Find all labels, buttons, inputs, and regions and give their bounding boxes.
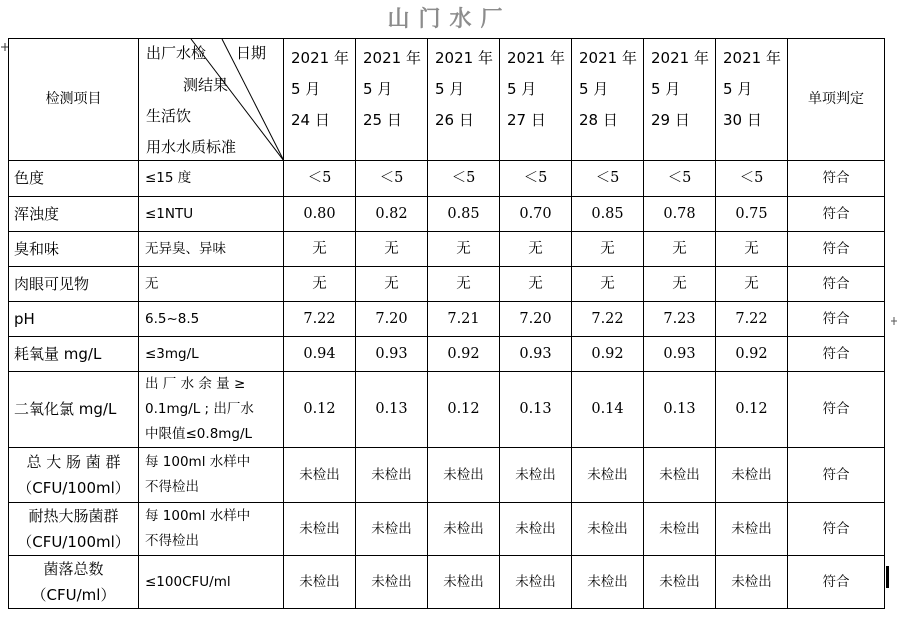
value-cell: 未检出 [716, 556, 788, 609]
verdict-cell: 符合 [788, 503, 885, 556]
value-cell: 未检出 [572, 448, 644, 503]
table-resize-handle-icon[interactable] [890, 315, 898, 327]
text-cursor-bar [886, 566, 889, 588]
row-standard-line: 每 100ml 水样中 [145, 508, 251, 524]
row-item-line: 耐热大肠菌群 [28, 507, 119, 525]
value-cell: 未检出 [356, 448, 428, 503]
table-row [9, 337, 885, 372]
value-cell: 未检出 [428, 448, 500, 503]
row-standard-line: 中限值≤0.8mg/L [145, 426, 253, 442]
value-cell: ＜5 [644, 161, 716, 197]
value-cell: 0.12 [284, 372, 356, 448]
value-cell: 未检出 [644, 556, 716, 609]
value-cell: 无 [716, 232, 788, 267]
row-item-cell: 耗氧量 mg/L [9, 337, 139, 372]
value-cell: 0.14 [572, 372, 644, 448]
row-standard-cell [139, 503, 284, 556]
table-row [9, 232, 885, 267]
row-item-line: （CFU/ml） [31, 586, 116, 604]
value-cell: 未检出 [356, 556, 428, 609]
row-standard-cell: ≤1NTU [139, 197, 284, 232]
header-diagonal-cell [139, 39, 284, 161]
row-standard-cell: ≤3mg/L [139, 337, 284, 372]
value-cell: 0.82 [356, 197, 428, 232]
value-cell: 0.93 [356, 337, 428, 372]
value-cell: 7.22 [572, 302, 644, 337]
row-standard-cell: 6.5~8.5 [139, 302, 284, 337]
value-cell: 无 [572, 267, 644, 302]
value-cell: 0.13 [644, 372, 716, 448]
row-standard-cell: 无异臭、异味 [139, 232, 284, 267]
value-cell: 0.80 [284, 197, 356, 232]
value-cell: 无 [428, 267, 500, 302]
value-cell: 无 [284, 232, 356, 267]
value-cell: 0.13 [500, 372, 572, 448]
row-standard-line: 不得检出 [145, 533, 199, 549]
value-cell: 0.93 [500, 337, 572, 372]
value-cell: 0.85 [572, 197, 644, 232]
row-standard-cell: ≤15 度 [139, 161, 284, 197]
diag-label-b: 测结果 [183, 76, 229, 94]
row-standard-line: 不得检出 [145, 479, 199, 495]
verdict-cell: 符合 [788, 267, 885, 302]
value-cell: 未检出 [500, 448, 572, 503]
table-row [9, 197, 885, 232]
diag-label-c: 生活饮 [146, 107, 192, 125]
value-cell: 0.70 [500, 197, 572, 232]
page-title: 山门水厂 [387, 7, 512, 32]
row-standard-cell [139, 448, 284, 503]
value-cell: 未检出 [284, 556, 356, 609]
date-cell-5: 2021 年 5 月 29 日 [644, 39, 716, 161]
header-row [9, 39, 885, 161]
value-cell: 7.22 [716, 302, 788, 337]
value-cell: 7.20 [356, 302, 428, 337]
value-cell: ＜5 [284, 161, 356, 197]
value-cell: 无 [356, 267, 428, 302]
value-cell: 0.78 [644, 197, 716, 232]
row-standard-cell: 无 [139, 267, 284, 302]
value-cell: ＜5 [356, 161, 428, 197]
diag-label-date: 日期 [236, 44, 267, 62]
value-cell: 0.92 [428, 337, 500, 372]
verdict-cell: 符合 [788, 337, 885, 372]
verdict-cell: 符合 [788, 161, 885, 197]
row-standard-line: 每 100ml 水样中 [145, 454, 251, 470]
row-item-cell: 二氧化氯 mg/L [9, 372, 139, 448]
row-standard-line: 0.1mg/L ; 出厂水 [145, 401, 254, 417]
row-item-line: 菌落总数 [43, 560, 104, 578]
value-cell: 0.75 [716, 197, 788, 232]
value-cell: 未检出 [428, 556, 500, 609]
header-item: 检测项目 [9, 39, 139, 161]
value-cell: 7.21 [428, 302, 500, 337]
value-cell: 0.92 [716, 337, 788, 372]
value-cell: 未检出 [716, 448, 788, 503]
table-row [9, 556, 885, 609]
value-cell: 0.13 [356, 372, 428, 448]
diag-label-a: 出厂水检 [146, 44, 207, 62]
value-cell: 7.20 [500, 302, 572, 337]
row-item-cell [9, 556, 139, 609]
row-item-cell [9, 448, 139, 503]
table-row [9, 161, 885, 197]
row-item-line: （CFU/100ml） [17, 479, 130, 497]
diag-label-d: 用水水质标准 [146, 138, 237, 156]
value-cell: 无 [716, 267, 788, 302]
row-item-cell: 肉眼可见物 [9, 267, 139, 302]
value-cell: 无 [644, 232, 716, 267]
row-item-cell [9, 503, 139, 556]
table-row [9, 267, 885, 302]
value-cell: ＜5 [572, 161, 644, 197]
table-row [9, 503, 885, 556]
date-cell-1: 2021 年 5 月 25 日 [356, 39, 428, 161]
verdict-cell: 符合 [788, 556, 885, 609]
value-cell: 未检出 [284, 503, 356, 556]
date-cell-4: 2021 年 5 月 28 日 [572, 39, 644, 161]
table-row [9, 448, 885, 503]
value-cell: 7.23 [644, 302, 716, 337]
row-item-cell: 浑浊度 [9, 197, 139, 232]
row-item-cell: 臭和味 [9, 232, 139, 267]
value-cell: 无 [356, 232, 428, 267]
value-cell: 未检出 [644, 503, 716, 556]
table-row [9, 372, 885, 448]
value-cell: 0.12 [716, 372, 788, 448]
row-item-line: 总 大 肠 菌 群 [26, 453, 121, 471]
verdict-cell: 符合 [788, 302, 885, 337]
value-cell: 无 [428, 232, 500, 267]
value-cell: 未检出 [644, 448, 716, 503]
value-cell: 未检出 [500, 503, 572, 556]
row-item-line: （CFU/100ml） [17, 533, 130, 551]
value-cell: 0.94 [284, 337, 356, 372]
value-cell: 0.92 [572, 337, 644, 372]
value-cell: 无 [644, 267, 716, 302]
value-cell: 未检出 [572, 556, 644, 609]
row-standard-cell: ≤100CFU/ml [139, 556, 284, 609]
verdict-cell: 符合 [788, 197, 885, 232]
header-verdict: 单项判定 [788, 39, 885, 161]
value-cell: ＜5 [500, 161, 572, 197]
row-standard-line: 出 厂 水 余 量 ≥ [145, 376, 246, 392]
date-cell-6: 2021 年 5 月 30 日 [716, 39, 788, 161]
value-cell: 未检出 [500, 556, 572, 609]
value-cell: 无 [284, 267, 356, 302]
row-item-cell: pH [9, 302, 139, 337]
table-row [9, 302, 885, 337]
verdict-cell: 符合 [788, 232, 885, 267]
verdict-cell: 符合 [788, 448, 885, 503]
value-cell: 0.93 [644, 337, 716, 372]
row-standard-cell [139, 372, 284, 448]
date-cell-0: 2021 年 5 月 24 日 [284, 39, 356, 161]
value-cell: ＜5 [716, 161, 788, 197]
value-cell: 0.12 [428, 372, 500, 448]
value-cell: 未检出 [284, 448, 356, 503]
value-cell: 无 [500, 232, 572, 267]
date-cell-2: 2021 年 5 月 26 日 [428, 39, 500, 161]
value-cell: ＜5 [428, 161, 500, 197]
row-item-cell: 色度 [9, 161, 139, 197]
value-cell: 未检出 [716, 503, 788, 556]
value-cell: 未检出 [428, 503, 500, 556]
value-cell: 7.22 [284, 302, 356, 337]
verdict-cell: 符合 [788, 372, 885, 448]
value-cell: 未检出 [356, 503, 428, 556]
value-cell: 0.85 [428, 197, 500, 232]
water-quality-table [8, 38, 885, 609]
value-cell: 未检出 [572, 503, 644, 556]
value-cell: 无 [500, 267, 572, 302]
date-cell-3: 2021 年 5 月 27 日 [500, 39, 572, 161]
value-cell: 无 [572, 232, 644, 267]
